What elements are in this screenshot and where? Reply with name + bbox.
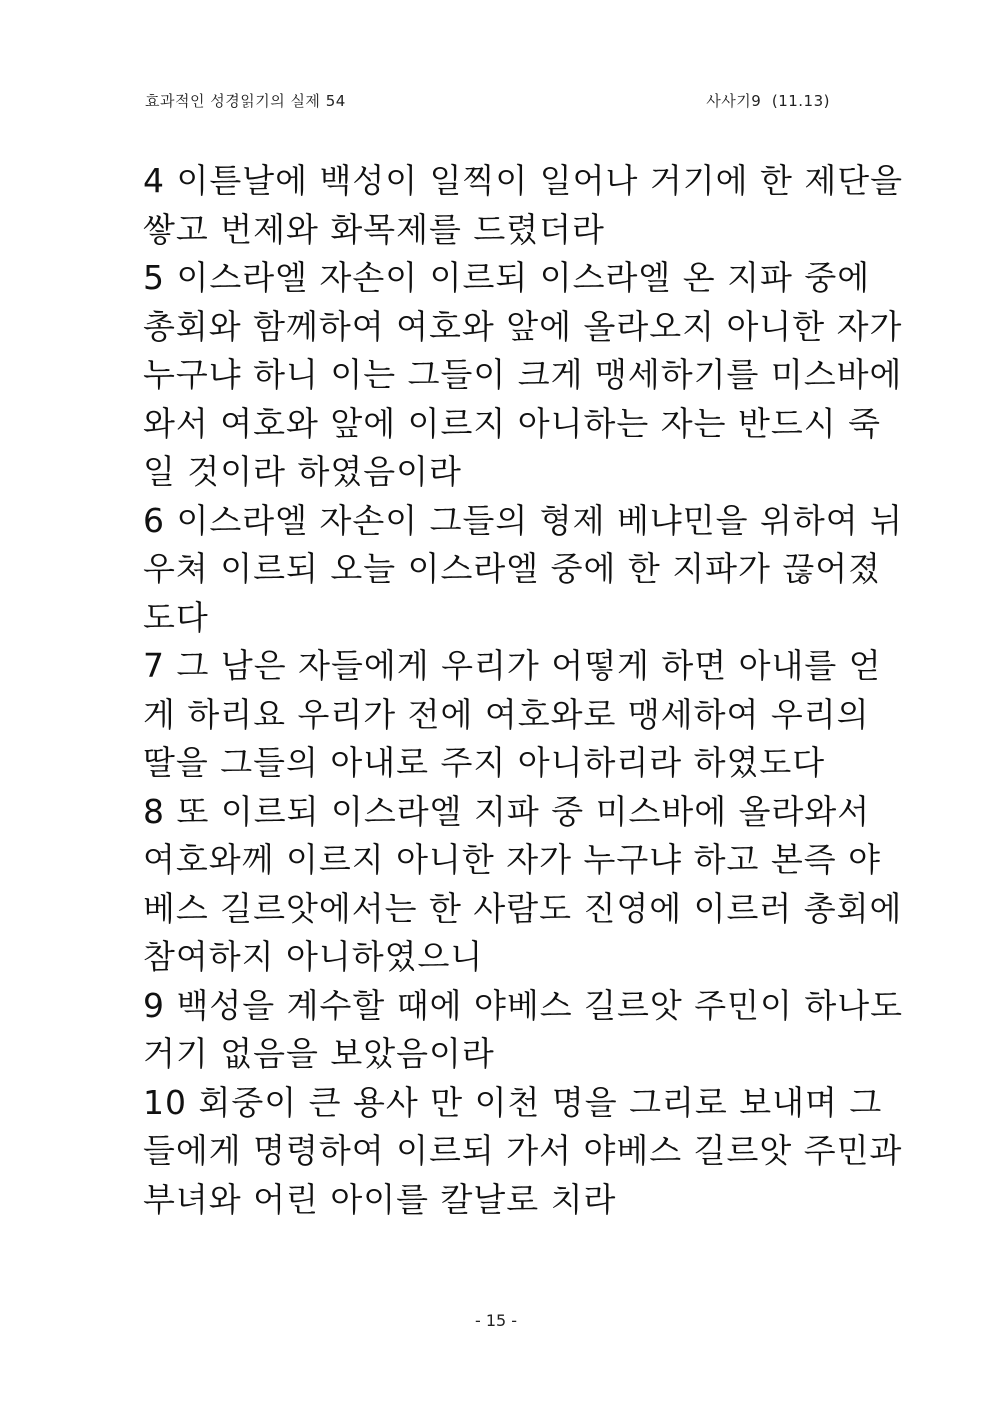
text-line: 일 것이라 하였음이라 bbox=[143, 452, 462, 491]
text-line: 5 이스라엘 자손이 이르되 이스라엘 온 지파 중에 bbox=[143, 258, 871, 297]
page-number: - 15 - bbox=[474, 1311, 518, 1330]
text-line: 8 또 이르되 이스라엘 지파 중 미스바에 올라와서 bbox=[143, 791, 871, 831]
text-line: 총회와 함께하여 여호와 앞에 올라오지 아니한 자가 bbox=[143, 306, 903, 346]
text-line: 참여하지 아니하였으니 bbox=[143, 937, 484, 976]
header-title: 효과적인 성경읽기의 실제 54 bbox=[145, 92, 346, 110]
text-line: 게 하리요 우리가 전에 여호와로 맹세하여 우리의 bbox=[143, 694, 870, 734]
text-line: 쌓고 번제와 화목제를 드렸더라 bbox=[143, 209, 605, 249]
text-line: 4 이튿날에 백성이 일찍이 일어나 거기에 한 제단을 bbox=[143, 161, 903, 200]
text-line: 10 회중이 큰 용사 만 이천 명을 그리로 보내며 그 bbox=[143, 1082, 883, 1122]
text-line: 들에게 명령하여 이르되 가서 야베스 길르앗 주민과 bbox=[143, 1131, 903, 1170]
scripture-text bbox=[143, 157, 903, 1224]
text-line: 와서 여호와 앞에 이르지 아니하는 자는 반드시 죽 bbox=[143, 403, 881, 443]
text-line: 거기 없음을 보았음이라 bbox=[143, 1034, 495, 1073]
text-line: 부녀와 어린 아이를 칼날로 치라 bbox=[143, 1179, 617, 1219]
text-line: 도다 bbox=[143, 597, 209, 637]
page-header bbox=[145, 90, 830, 114]
text-line: 여호와께 이르지 아니한 자가 누구냐 하고 본즉 야 bbox=[143, 840, 881, 879]
text-line: 누구냐 하니 이는 그들이 크게 맹세하기를 미스바에 bbox=[143, 355, 903, 394]
text-line: 9 백성을 계수할 때에 야베스 길르앗 주민이 하나도 bbox=[143, 985, 903, 1025]
text-line: 우쳐 이르되 오늘 이스라엘 중에 한 지파가 끊어졌 bbox=[143, 549, 881, 588]
text-line: 딸을 그들의 아내로 주지 아니하리라 하였도다 bbox=[143, 743, 826, 782]
text-line: 7 그 남은 자들에게 우리가 어떻게 하면 아내를 얻 bbox=[143, 646, 882, 685]
header-chapter: 사사기9 (11.13) bbox=[706, 92, 830, 110]
text-line: 베스 길르앗에서는 한 사람도 진영에 이르러 총회에 bbox=[143, 888, 903, 928]
text-line: 6 이스라엘 자손이 그들의 형제 베냐민을 위하여 뉘 bbox=[143, 500, 903, 540]
